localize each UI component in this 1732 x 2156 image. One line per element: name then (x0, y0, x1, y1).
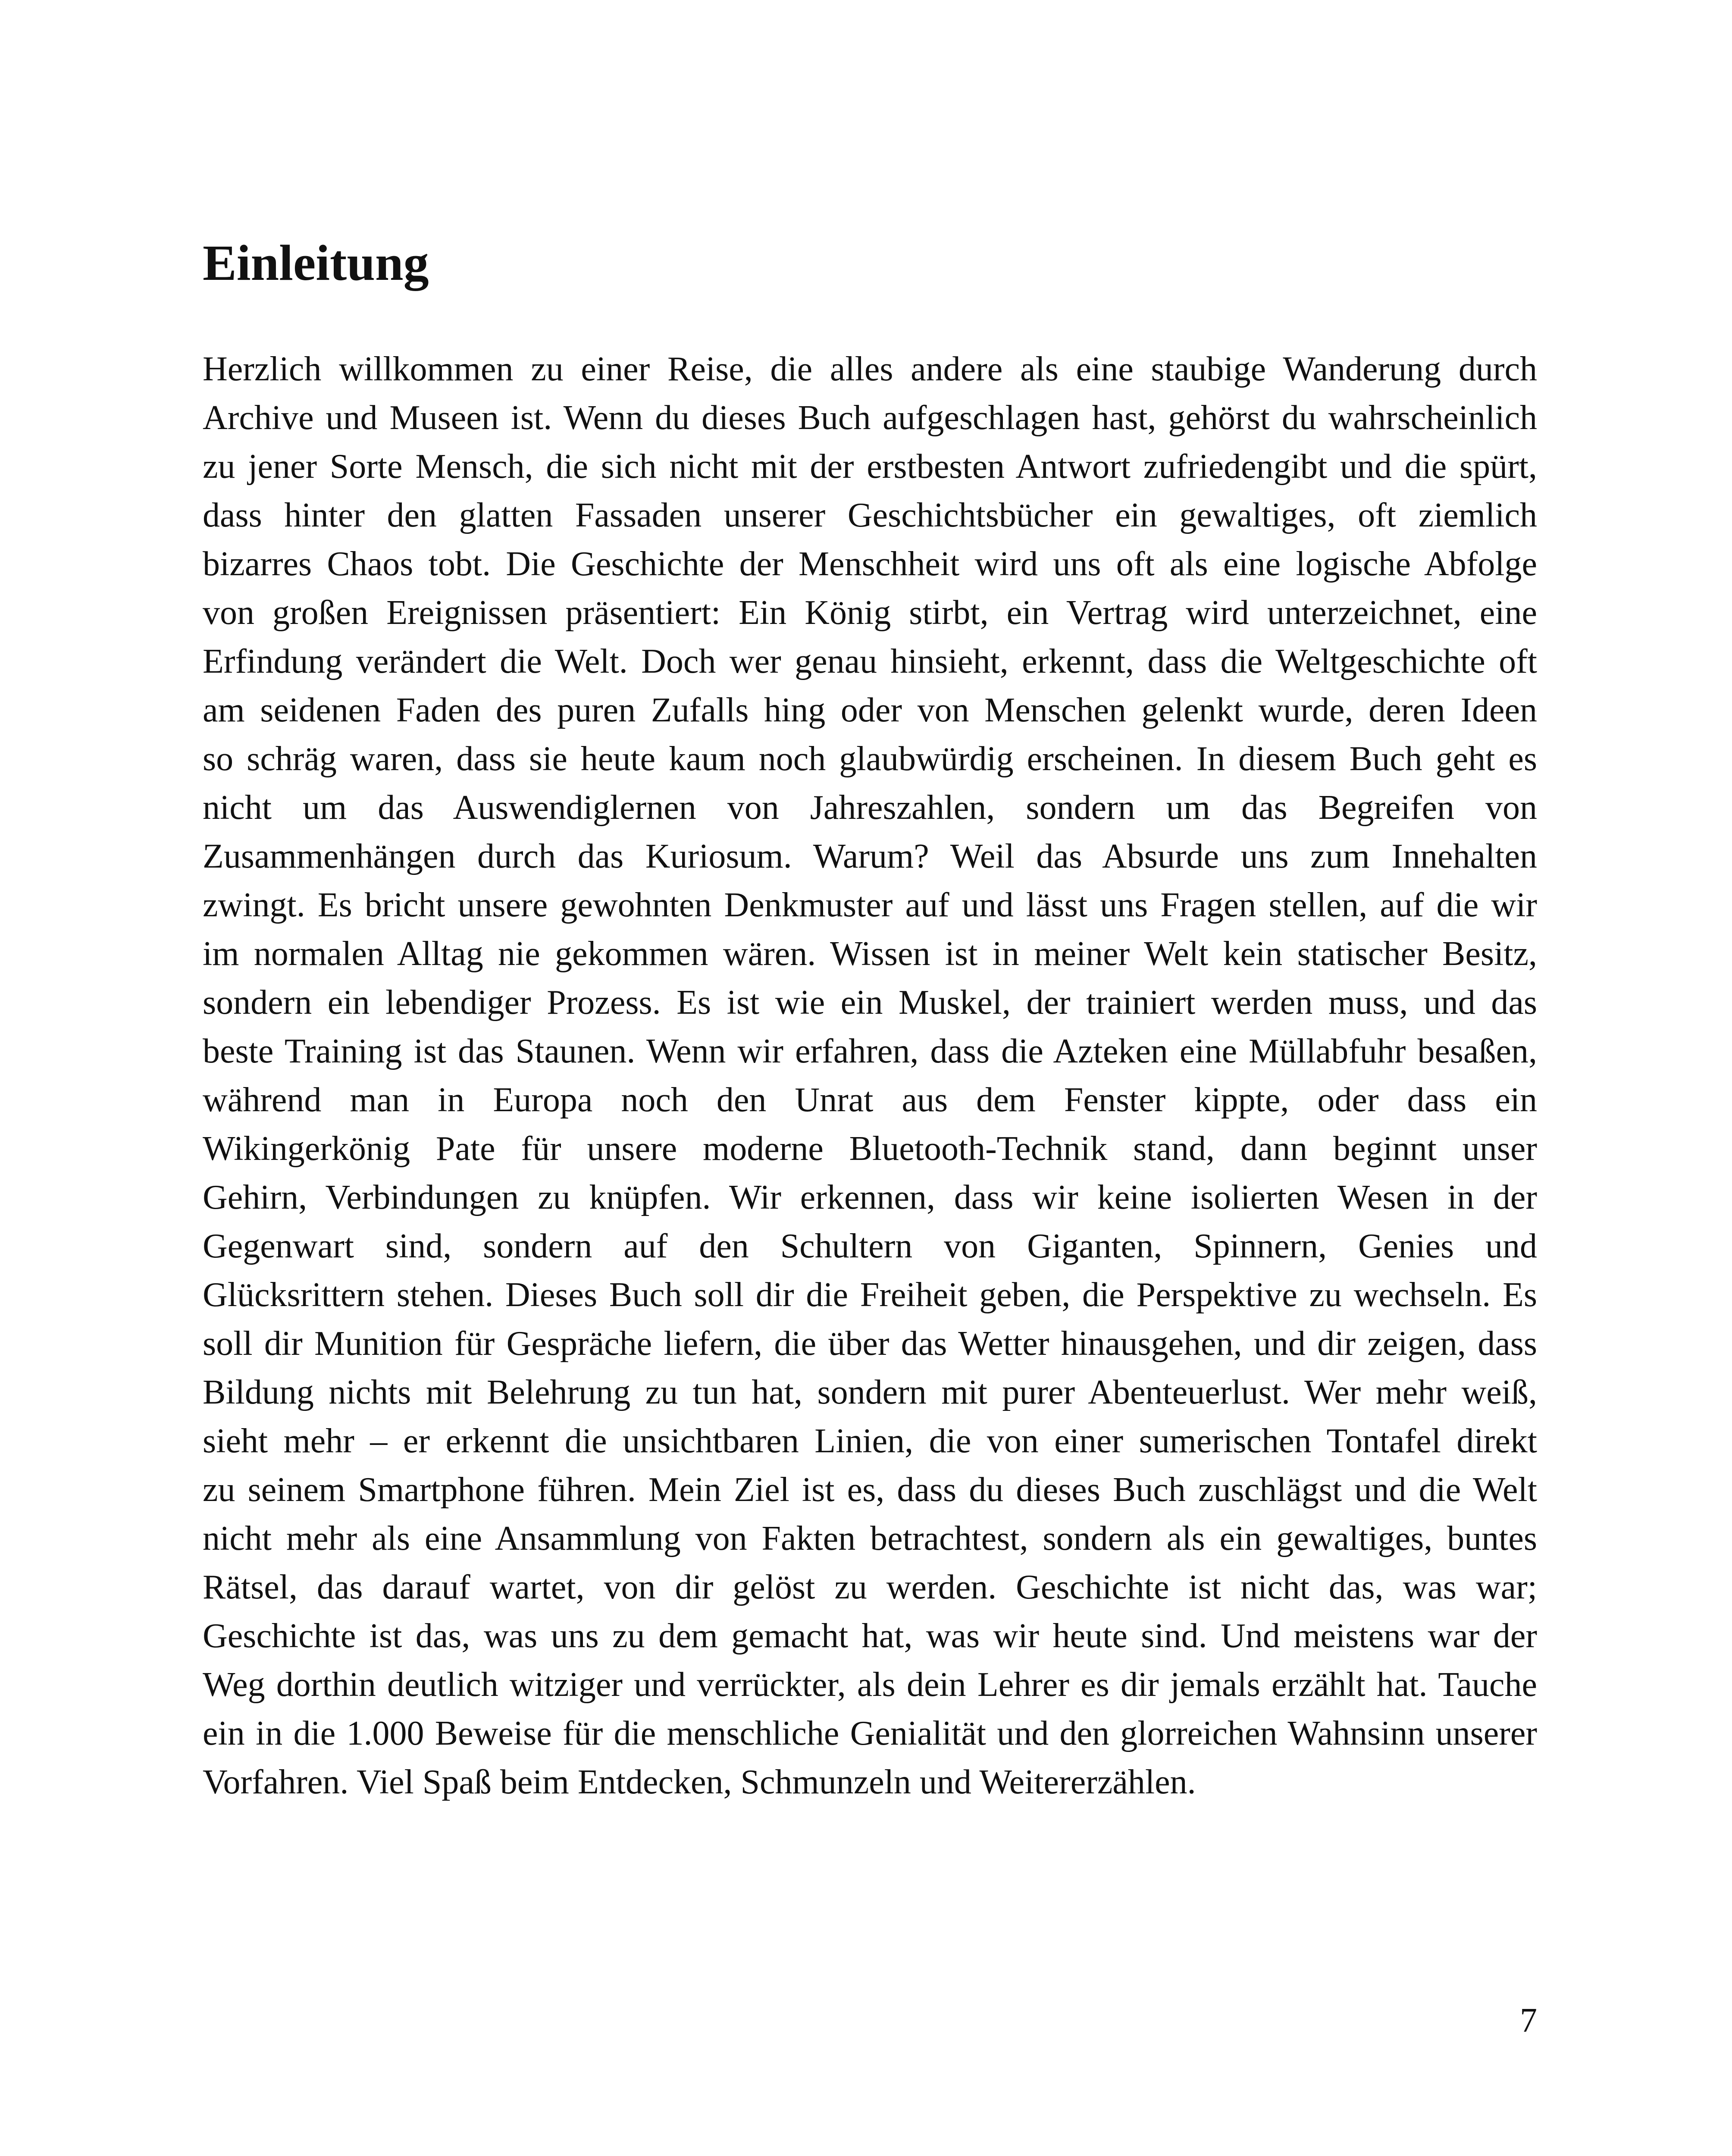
text-line: bizarres Chaos tobt. Die Geschichte der Menschheit wird uns oft als eine logische Abfolge (203, 545, 1537, 583)
text-line: Gegenwart sind, sondern auf den Schultern von Giganten, Spinnern, Genies und (203, 1227, 1537, 1265)
text-line: beste Training ist das Staunen. Wenn wir erfahren, dass die Azteken eine Müllabfuhr besaßen, (203, 1032, 1537, 1070)
text-line: nicht um das Auswendiglernen von Jahreszahlen, sondern um das Begreifen von (203, 789, 1537, 827)
text-line: nicht mehr als eine Ansammlung von Fakten betrachtest, sondern als ein gewaltiges, buntes (203, 1520, 1537, 1557)
text-line: während man in Europa noch den Unrat aus dem Fenster kippte, oder dass ein (203, 1081, 1537, 1119)
text-line: Glücksrittern stehen. Dieses Buch soll dir die Freiheit geben, die Perspektive zu wechseln. Es (203, 1276, 1537, 1314)
text-line: von großen Ereignissen präsentiert: Ein König stirbt, ein Vertrag wird unterzeichnet, eine (203, 594, 1537, 632)
text-line: Herzlich willkommen zu einer Reise, die alles andere als eine staubige Wanderung durch (203, 350, 1537, 388)
text-line: Rätsel, das darauf wartet, von dir gelöst zu werden. Geschichte ist nicht das, was war; (203, 1568, 1537, 1606)
text-line: Archive und Museen ist. Wenn du dieses Buch aufgeschlagen hast, gehörst du wahrscheinlich (203, 399, 1537, 437)
chapter-title: Einleitung (203, 235, 429, 291)
page-number: 7 (1520, 2002, 1537, 2040)
text-line-last: Vorfahren. Viel Spaß beim Entdecken, Schmunzeln und Weitererzählen. (203, 1763, 1196, 1801)
text-line: Zusammenhängen durch das Kuriosum. Warum? Weil das Absurde uns zum Innehalten (203, 837, 1537, 875)
text-line: sieht mehr – er erkennt die unsichtbaren Linien, die von einer sumerischen Tontafel direkt (203, 1422, 1537, 1460)
text-line: zu seinem Smartphone führen. Mein Ziel ist es, dass du dieses Buch zuschlägst und die Welt (203, 1471, 1537, 1509)
text-line: so schräg waren, dass sie heute kaum noch glaubwürdig erscheinen. In diesem Buch geht es (203, 740, 1537, 778)
text-line: Erfindung verändert die Welt. Doch wer genau hinsieht, erkennt, dass die Weltgeschichte oft (203, 642, 1537, 680)
text-line: am seidenen Faden des puren Zufalls hing oder von Menschen gelenkt wurde, deren Ideen (203, 691, 1537, 729)
text-line: Weg dorthin deutlich witziger und verrückter, als dein Lehrer es dir jemals erzählt hat. Tauche (203, 1666, 1537, 1704)
text-line: Wikingerkönig Pate für unsere moderne Bluetooth-Technik stand, dann beginnt unser (203, 1130, 1537, 1168)
text-line: Geschichte ist das, was uns zu dem gemacht hat, was wir heute sind. Und meistens war der (203, 1617, 1537, 1655)
text-line: dass hinter den glatten Fassaden unserer Geschichtsbücher ein gewaltiges, oft ziemlich (203, 496, 1537, 534)
text-line: zwingt. Es bricht unsere gewohnten Denkmuster auf und lässt uns Fragen stellen, auf die wir (203, 886, 1537, 924)
text-line: im normalen Alltag nie gekommen wären. Wissen ist in meiner Welt kein statischer Besitz, (203, 935, 1537, 973)
introduction-text (203, 345, 1537, 1807)
text-line: zu jener Sorte Mensch, die sich nicht mit der erstbesten Antwort zufriedengibt und die spürt, (203, 448, 1537, 486)
text-line: Bildung nichts mit Belehrung zu tun hat, sondern mit purer Abenteuerlust. Wer mehr weiß, (203, 1373, 1537, 1411)
text-line: sondern ein lebendiger Prozess. Es ist wie ein Muskel, der trainiert werden muss, und das (203, 984, 1537, 1022)
text-line: ein in die 1.000 Beweise für die menschliche Genialität und den glorreichen Wahnsinn unserer (203, 1714, 1537, 1752)
text-line: soll dir Munition für Gespräche liefern, die über das Wetter hinausgehen, und dir zeigen, dass (203, 1325, 1537, 1363)
text-line: Gehirn, Verbindungen zu knüpfen. Wir erkennen, dass wir keine isolierten Wesen in der (203, 1178, 1537, 1216)
